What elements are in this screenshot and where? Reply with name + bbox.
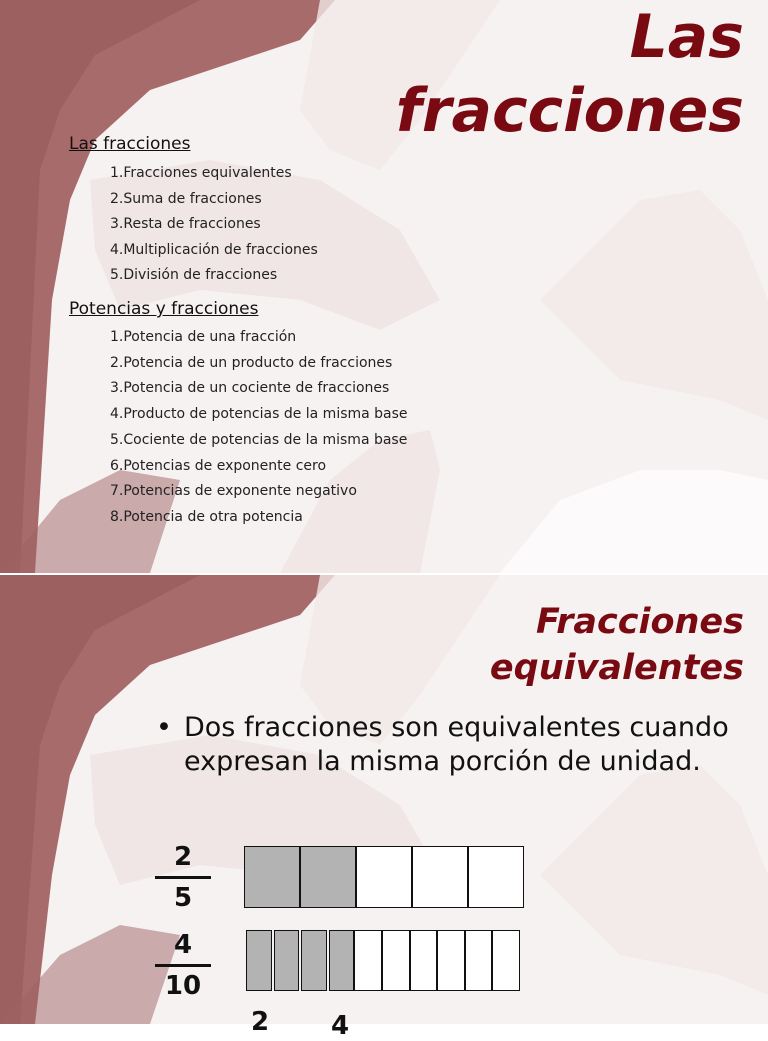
toc-item[interactable]: 4.Multiplicación de fracciones [110, 242, 318, 258]
fraction-cell-empty [465, 930, 493, 991]
slide-title [490, 599, 744, 691]
fraction-line [155, 876, 211, 879]
fraction-2-5 [155, 842, 211, 913]
toc-item[interactable]: 1.Potencia de una fracción [110, 329, 297, 345]
toc-item[interactable]: 5.Cociente de potencias de la misma base [110, 432, 408, 448]
bullet-icon: • [156, 712, 172, 743]
fraction-cell-empty [437, 930, 465, 991]
title-line-1: Las [629, 2, 744, 72]
fraction-cell-filled [329, 930, 355, 991]
fraction-bar-fifths [244, 846, 524, 908]
section-heading-las-fracciones[interactable]: Las fracciones [69, 134, 191, 154]
fraction-numerator: 4 [330, 1011, 350, 1041]
fraction-cell-filled [274, 930, 300, 991]
title-line-2: equivalentes [489, 648, 744, 688]
fraction-cell-empty [410, 930, 438, 991]
section-heading-potencias[interactable]: Potencias y fracciones [69, 299, 259, 319]
fraction-cell-empty [356, 846, 412, 908]
fraction-cell-filled [246, 930, 272, 991]
fraction-denominator: 5 [173, 883, 193, 913]
toc-item[interactable]: 2.Suma de fracciones [110, 191, 262, 207]
partial-fraction-right [312, 1011, 368, 1041]
fraction-line [155, 964, 211, 967]
slide-fracciones-equivalentes [0, 575, 768, 1041]
fraction-numerator: 4 [173, 930, 193, 960]
fraction-bar-tenths [244, 930, 520, 991]
fraction-cell-empty [354, 930, 382, 991]
toc-item[interactable]: 2.Potencia de un producto de fracciones [110, 355, 393, 371]
toc-item[interactable]: 7.Potencias de exponente negativo [110, 483, 357, 499]
bullet-text: Dos fracciones son equivalentes cuando expresan la misma porción de unidad. [184, 712, 729, 777]
fraction-cell-empty [468, 846, 524, 908]
fraction-cell-empty [492, 930, 520, 991]
toc-item[interactable]: 8.Potencia de otra potencia [110, 509, 303, 525]
toc-item[interactable]: 3.Potencia de un cociente de fracciones [110, 380, 390, 396]
fraction-numerator: 2 [173, 842, 193, 872]
fraction-cell-empty [382, 930, 410, 991]
title-line-2: fracciones [395, 76, 744, 146]
fraction-4-10 [155, 930, 211, 1001]
slide-title [396, 0, 744, 148]
fraction-numerator: 2 [250, 1007, 270, 1037]
toc-item[interactable]: 4.Producto de potencias de la misma base [110, 406, 408, 422]
fraction-denominator: 10 [164, 971, 202, 1001]
toc-item[interactable]: 3.Resta de fracciones [110, 216, 261, 232]
toc-item[interactable]: 6.Potencias de exponente cero [110, 458, 327, 474]
toc-item[interactable]: 1.Fracciones equivalentes [110, 165, 292, 181]
fraction-cell-filled [244, 846, 300, 908]
title-line-1: Fracciones [536, 602, 744, 642]
fraction-cell-filled [300, 846, 356, 908]
fraction-cell-filled [301, 930, 327, 991]
fraction-cell-empty [412, 846, 468, 908]
toc-item[interactable]: 5.División de fracciones [110, 267, 278, 283]
partial-fraction-left [232, 1007, 288, 1037]
